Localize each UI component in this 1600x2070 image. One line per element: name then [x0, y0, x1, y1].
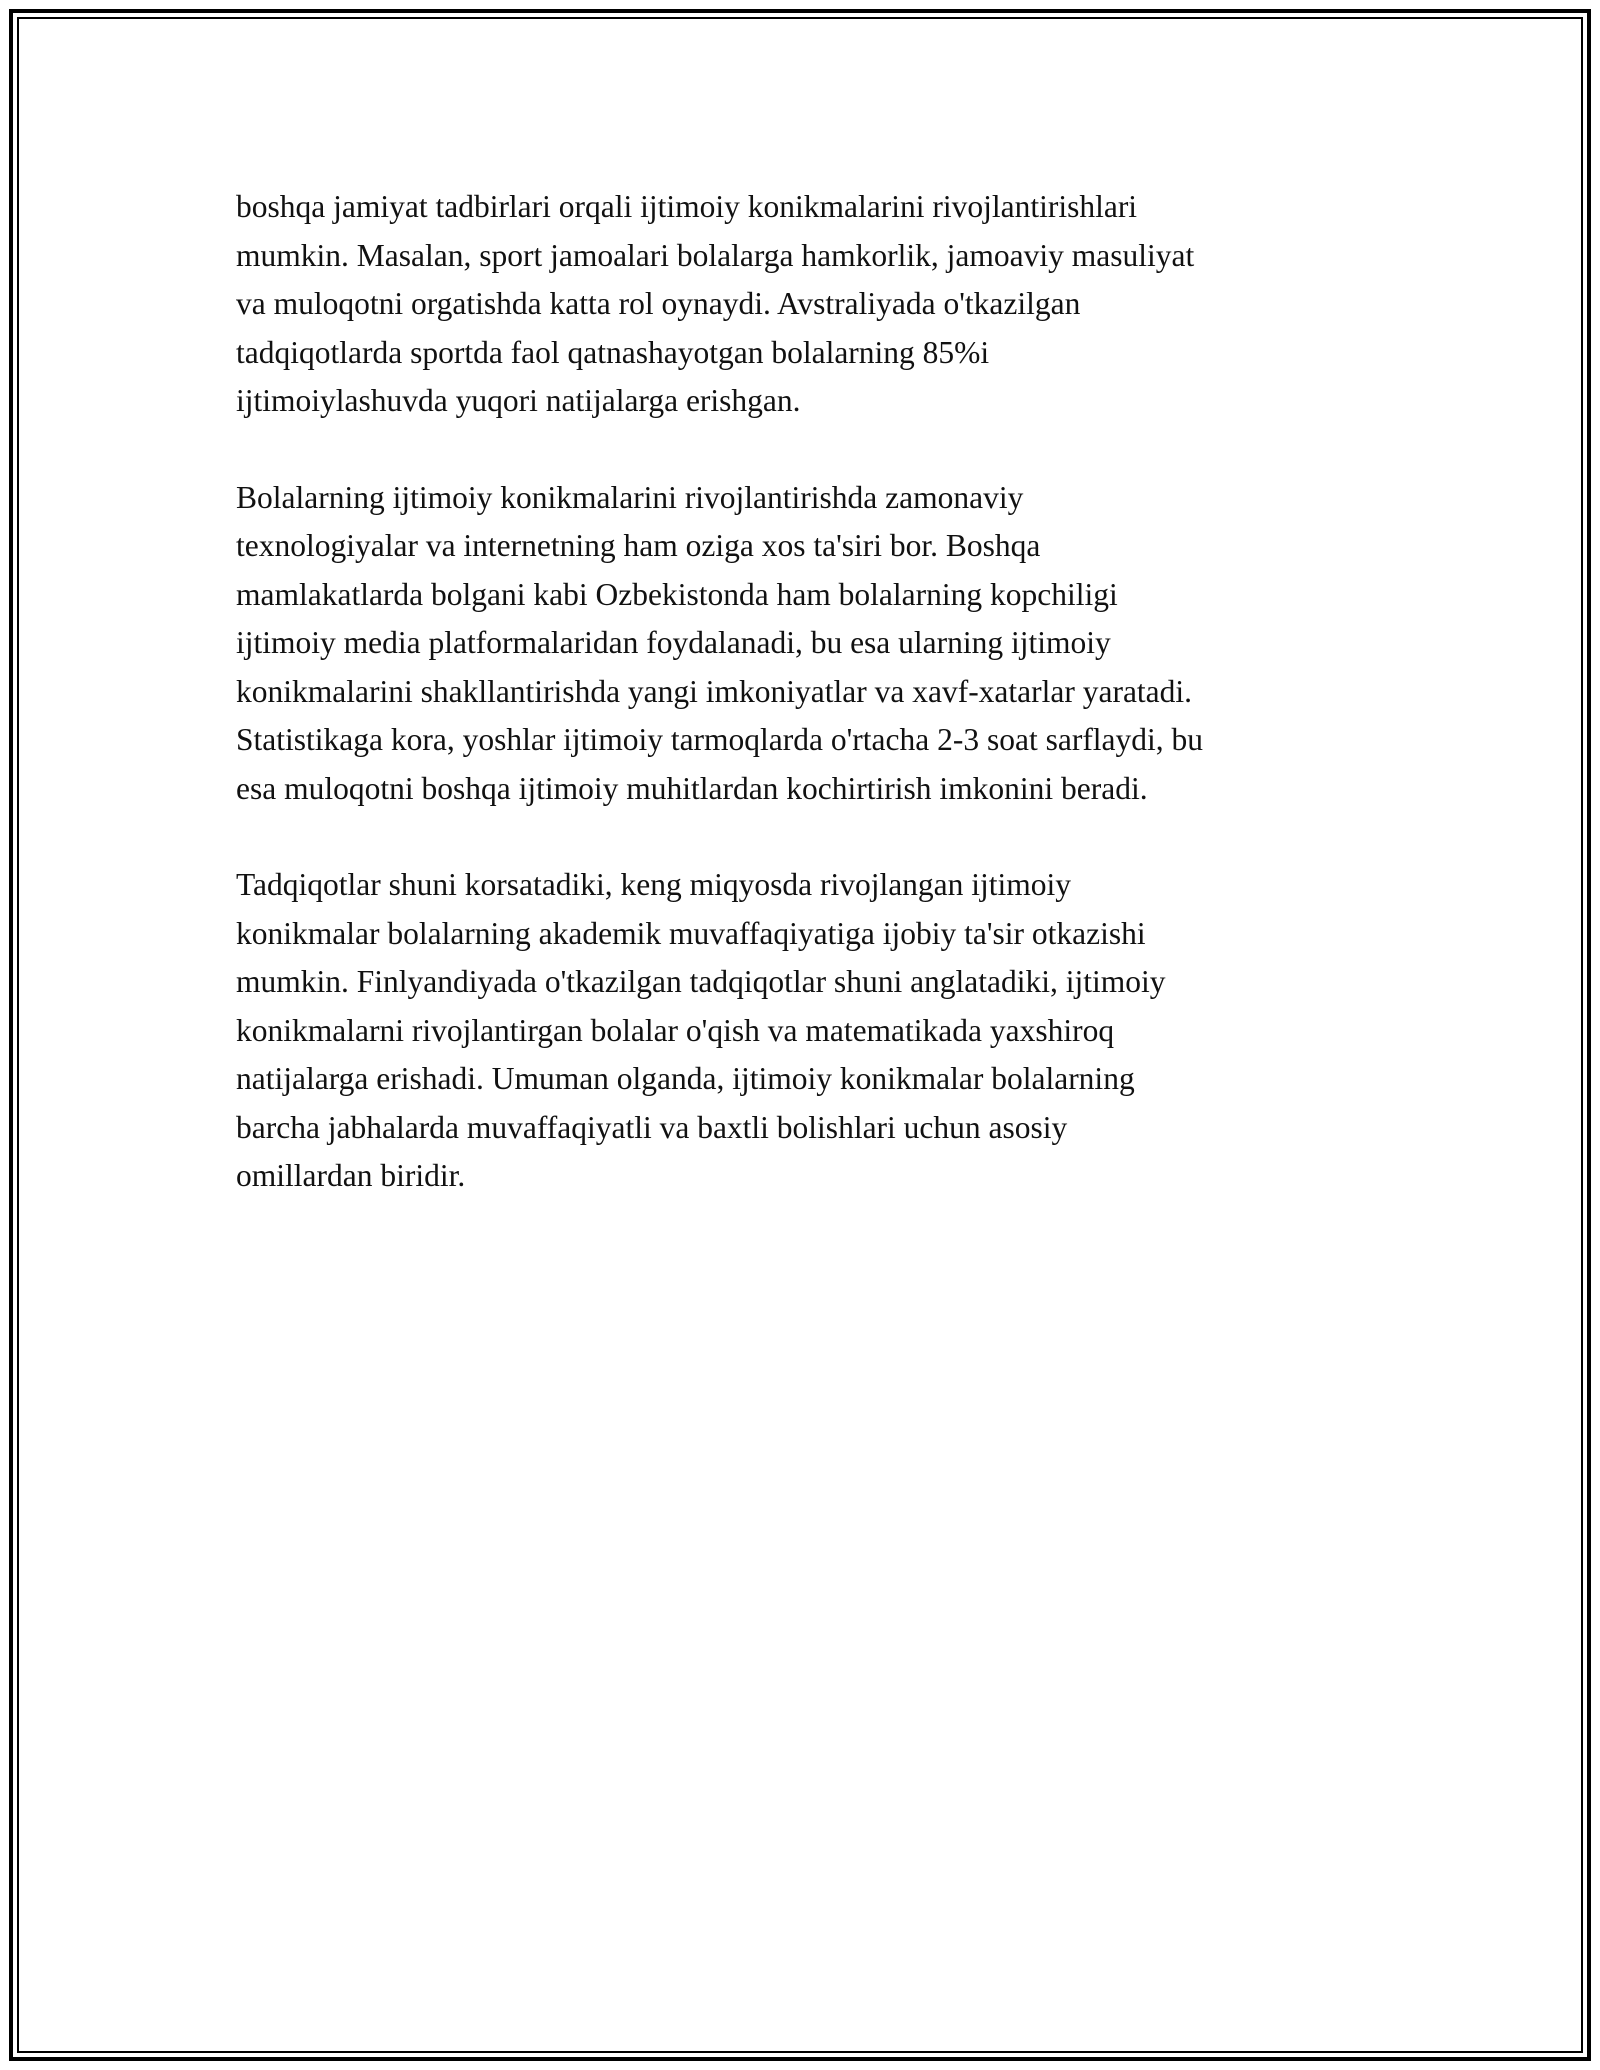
text-line: mumkin. Masalan, sport jamoalari bolalarga hamkorlik, jamoaviy masuliyat	[236, 237, 1195, 273]
text-line: Statistikaga kora, yoshlar ijtimoiy tarmoqlarda o'rtacha 2-3 soat sarflaydi, bu	[236, 722, 1204, 757]
text-line: konikmalarni rivojlantirgan bolalar o'qish va matematikada yaxshiroq	[236, 1012, 1115, 1048]
text-line: ijtimoiy media platformalaridan foydalanadi, bu esa ularning ijtimoiy	[236, 625, 1111, 660]
text-line: konikmalarini shakllantirishda yangi imkoniyatlar va xavf-xatarlar yaratadi.	[236, 673, 1193, 709]
text-line: va muloqotni orgatishda katta rol oynaydi. Avstraliyada o'tkazilgan	[236, 286, 1081, 321]
text-line: natijalarga erishadi. Umuman olganda, ijtimoiy konikmalar bolalarning	[236, 1061, 1135, 1096]
paragraph-1	[236, 183, 1366, 426]
text-line: konikmalar bolalarning akademik muvaffaqiyatiga ijobiy ta'sir otkazishi	[236, 915, 1146, 951]
text-line: Bolalarning ijtimoiy konikmalarini rivojlantirishda zamonaviy	[236, 479, 1024, 515]
text-line: tadqiqotlarda sportda faol qatnashayotgan bolalarning 85%i	[236, 334, 990, 370]
text-line: ijtimoiylashuvda yuqori natijalarga erishgan.	[236, 383, 801, 418]
paragraph-3	[236, 861, 1366, 1201]
text-line: Tadqiqotlar shuni korsatadiki, keng miqyosda rivojlangan ijtimoiy	[236, 867, 1072, 902]
text-line: barcha jabhalarda muvaffaqiyatli va baxtli bolishlari uchun asosiy	[236, 1109, 1068, 1145]
text-line: texnologiyalar va internetning ham oziga xos ta'siri bor. Boshqa	[236, 528, 1041, 563]
text-line: mamlakatlarda bolgani kabi Ozbekistonda ham bolalarning kopchiligi	[236, 576, 1118, 612]
document-body	[236, 183, 1366, 1249]
text-line: mumkin. Finlyandiyada o'tkazilgan tadqiqotlar shuni anglatadiki, ijtimoiy	[236, 964, 1166, 999]
text-line: omillardan biridir.	[236, 1158, 466, 1193]
text-line: esa muloqotni boshqa ijtimoiy muhitlardan kochirtirish imkonini beradi.	[236, 770, 1148, 806]
text-line: boshqa jamiyat tadbirlari orqali ijtimoiy konikmalarini rivojlantirishlari	[236, 189, 1138, 224]
paragraph-2	[236, 474, 1366, 814]
